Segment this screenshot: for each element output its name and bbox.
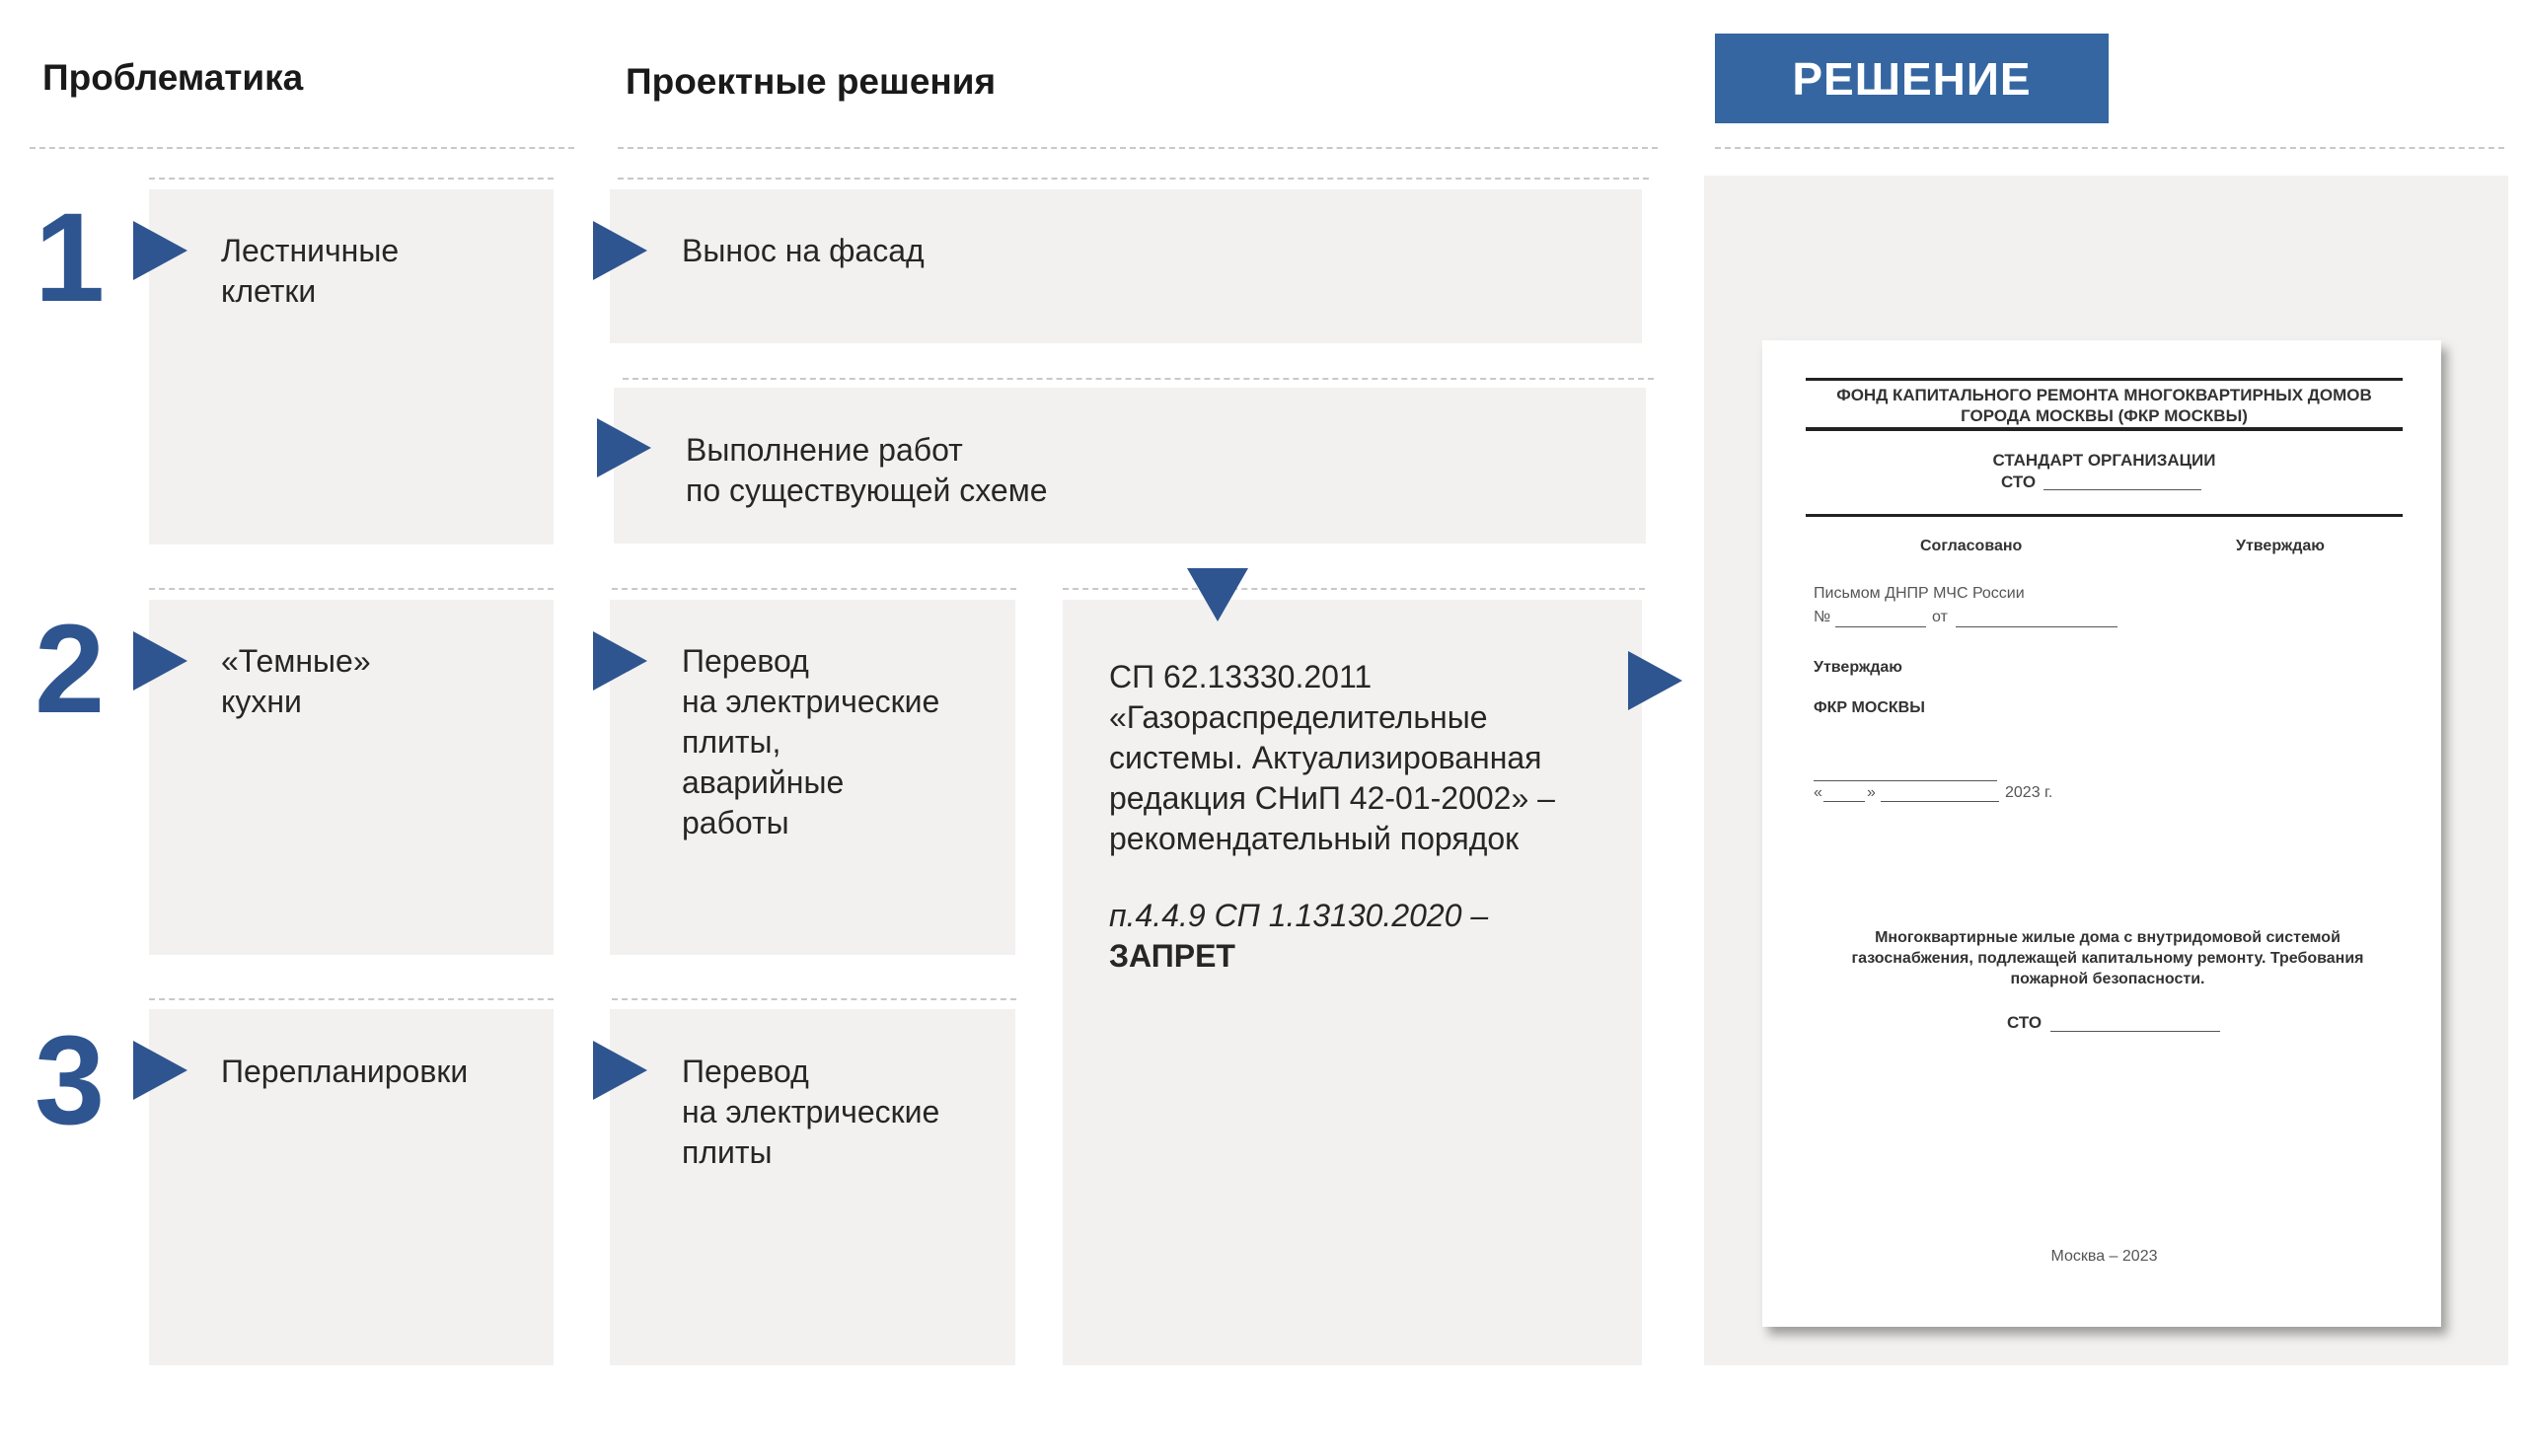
solutions-heading: Проектные решения — [626, 61, 997, 102]
doc-city-year: Москва – 2023 — [2050, 1248, 2158, 1265]
arrow-right-icon — [133, 631, 187, 691]
doc-rule — [1806, 514, 2403, 517]
divider — [612, 998, 1016, 1000]
arrow-right-icon — [593, 631, 647, 691]
doc-org-line2: ГОРОДА МОСКВЫ (ФКР МОСКВЫ) — [1961, 406, 2248, 425]
doc-rule — [1806, 427, 2403, 431]
row-number-2: 2 — [35, 599, 106, 740]
divider — [149, 178, 554, 180]
divider — [612, 588, 1016, 590]
doc-sto-bottom: СТО — [2007, 1013, 2043, 1032]
divider — [618, 147, 1658, 149]
problem-label-3: Перепланировки — [221, 1054, 469, 1089]
regulation-note: п.4.4.9 СП 1.13130.2020 – — [1109, 898, 1489, 933]
divider — [1063, 588, 1645, 590]
standard-document-preview — [1762, 340, 2441, 1327]
regulation-ban: ЗАПРЕТ — [1109, 938, 1235, 974]
doc-blank-line — [2043, 489, 2201, 490]
doc-date-open: « — [1814, 784, 1822, 801]
doc-rule — [1806, 378, 2403, 381]
decision-badge: РЕШЕНИЕ — [1715, 34, 2109, 123]
arrow-right-icon — [133, 1041, 187, 1100]
arrow-right-icon — [1628, 651, 1682, 710]
doc-blank-line — [1814, 780, 1997, 781]
solution-label-1a: Вынос на фасад — [682, 233, 925, 268]
doc-blank-line — [1823, 801, 1865, 802]
doc-agreed: Согласовано — [1920, 538, 2023, 554]
solution-label-2: Перевод на электрические плиты, аварийные работы — [682, 643, 940, 840]
regulation-main-text: СП 62.13330.2011 «Газораспределительные системы. Актуализированная редакция СНиП 42-01-2002» – рекомендательный порядок — [1109, 659, 1555, 856]
problem-label-2: «Темные» кухни — [221, 643, 371, 719]
doc-blank-line — [1881, 801, 1999, 802]
arrow-right-icon — [593, 221, 647, 280]
divider — [149, 588, 554, 590]
doc-blank-line — [1835, 626, 1926, 627]
doc-letter: Письмом ДНПР МЧС России — [1814, 585, 2025, 602]
doc-standard-title: СТАНДАРТ ОРГАНИЗАЦИИ — [1992, 451, 2216, 470]
solution-label-1b: Выполнение работ по существующей схеме — [686, 432, 1048, 508]
doc-blank-line — [2050, 1031, 2220, 1032]
divider — [623, 378, 1654, 380]
doc-date-close: » — [1867, 784, 1876, 801]
solution-label-3: Перевод на электрические плиты — [682, 1054, 940, 1170]
doc-year: 2023 г. — [2005, 784, 2053, 801]
doc-approve-left: Утверждаю — [1814, 659, 1902, 676]
divider — [30, 147, 574, 149]
problem-label-1: Лестничные клетки — [221, 233, 400, 309]
doc-subject-line1: Многоквартирные жилые дома с внутридомовой системой — [1875, 929, 2340, 946]
doc-number-label: № — [1814, 609, 1831, 625]
divider — [1715, 147, 2504, 149]
doc-subject-line2: газоснабжения, подлежащей капитальному ремонту. Требования — [1851, 950, 2364, 967]
arrow-right-icon — [597, 418, 651, 477]
doc-blank-line — [1956, 626, 2117, 627]
arrow-right-icon — [133, 221, 187, 280]
doc-fkr: ФКР МОСКВЫ — [1814, 699, 1925, 716]
doc-from-label: от — [1932, 609, 1948, 625]
doc-subject-line3: пожарной безопасности. — [2010, 971, 2205, 987]
arrow-down-icon — [1187, 568, 1248, 621]
divider — [149, 998, 554, 1000]
row-number-1: 1 — [35, 187, 106, 328]
divider — [618, 178, 1649, 180]
doc-approve-right: Утверждаю — [2236, 538, 2325, 554]
doc-sto: СТО — [2001, 473, 2037, 491]
doc-org-line1: ФОНД КАПИТАЛЬНОГО РЕМОНТА МНОГОКВАРТИРНЫХ ДОМОВ — [1836, 386, 2372, 404]
arrow-right-icon — [593, 1041, 647, 1100]
row-number-3: 3 — [35, 1010, 106, 1151]
problems-heading: Проблематика — [42, 57, 304, 98]
